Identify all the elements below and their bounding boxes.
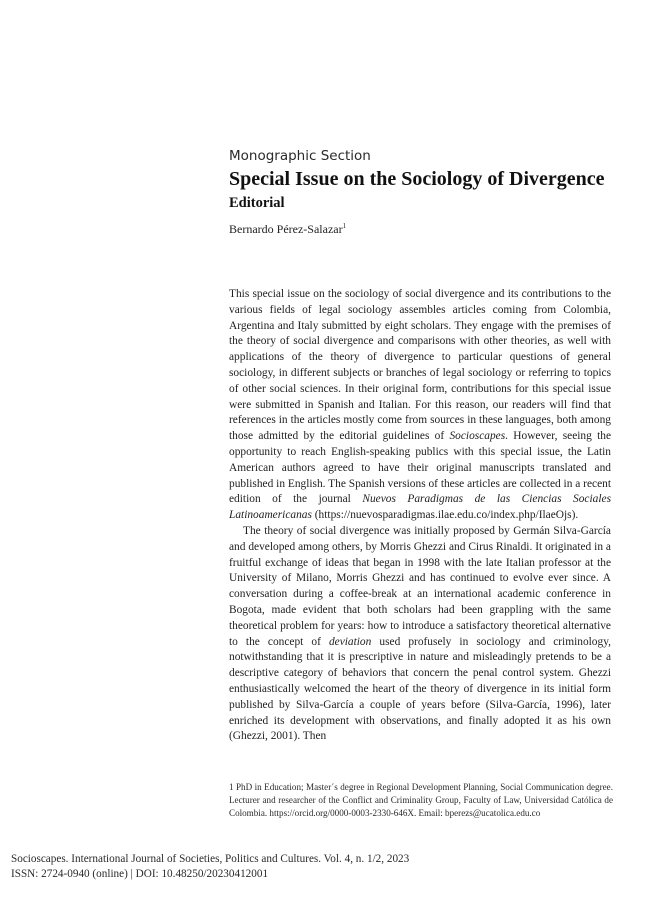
- footer-issn-line: ISSN: 2724-0940 (online) | DOI: 10.48250/20230412001: [11, 868, 269, 880]
- paragraph-2-text-a: The theory of social divergence was initially proposed by Germán Silva-García and developed among others, by Morris Ghezzi and Cirus Rinaldi. It originated in a fruitful exchange of ideas that began in 1998 with the late Italian professor at the University of Milano, Morris Ghezzi and has continued to evolve ever since. A conversation during a coffee-break at an international academic conference in Bogota, made evident that both scholars had been grappling with the same theoretical problem for years: how to introduce a satisfactory theoretical alternative to the concept of: [229, 524, 611, 648]
- page-footer: [11, 852, 511, 882]
- journal-name-socioscapes: Socioscapes: [449, 430, 506, 443]
- paragraph-1-text-a: This special issue on the sociology of social divergence and its contributions to the various fields of legal sociology assembles articles coming from Colombia, Argentina and Italy submitted by eight scholars. They engage with the premises of the theory of social divergence and comparisons with other theories, as well with applications of the theory of divergence to particular questions of general sociology, in different subjects or branches of legal sociology or referring to topics of other social sciences. In their original form, contributions for this special issue were submitted in Spanish and Italian. For this reason, our readers will find that references in the articles mostly come from sources in these languages, both among those admitted by the editorial guidelines of: [229, 288, 611, 443]
- paragraph-1-text-b: . However, seeing the opportunity to reach English-speaking publics with this special issue, the Latin American authors agreed to have their original manuscripts translated and published in English. The Spanish versions of these articles are collected in a recent edition of the journal: [229, 430, 612, 506]
- paragraph-1-text-c: (https://nuevosparadigmas.ilae.edu.co/index.php/IlaeOjs).: [311, 509, 579, 522]
- author-name: Bernardo Pérez-Salazar: [229, 222, 343, 236]
- article-body: [229, 287, 611, 745]
- term-deviation: deviation: [328, 635, 372, 648]
- footnote-text: PhD in Education; Master´s degree in Regional Development Planning, Social Communication degree. Lecturer and researcher of the Conflict and Criminality Group, Faculty of Law, Universidad Católica de Colombia. https://orcid.org/0000-0003-2330-646X. Email: bperezs@ucatolica.edu.co: [229, 782, 613, 819]
- paragraph-2: [229, 524, 611, 745]
- paragraph-2-text-b: used profusely in sociology and criminology, notwithstanding that it is prescriptive in nature and misleadingly pretends to be a descriptive category of behaviors that concern the penal control system. Ghezzi enthusiastically welcomed the heart of the theory of divergence in its initial form published by Silva-García a couple of years before (Silva-García, 1996), later enriched its development with observations, and finally adopted it as his own (Ghezzi, 2001). Then: [229, 635, 611, 743]
- journal-name-nuevos-paradigmas: Nuevos Paradigmas de las Ciencias Sociales Latinoamericanas: [229, 493, 612, 522]
- footnote: [229, 781, 613, 821]
- article-title: Special Issue on the Sociology of Divergence: [229, 168, 605, 190]
- footer-journal-line: Socioscapes. International Journal of Societies, Politics and Cultures. Vol. 4, n. 1/2, 2023: [11, 853, 410, 865]
- section-label: Monographic Section: [229, 148, 371, 164]
- footnote-number: 1: [229, 782, 234, 792]
- article-subtitle: Editorial: [229, 195, 285, 211]
- author-line: [229, 222, 346, 237]
- paragraph-1: [229, 287, 611, 524]
- author-footnote-marker: 1: [342, 222, 347, 230]
